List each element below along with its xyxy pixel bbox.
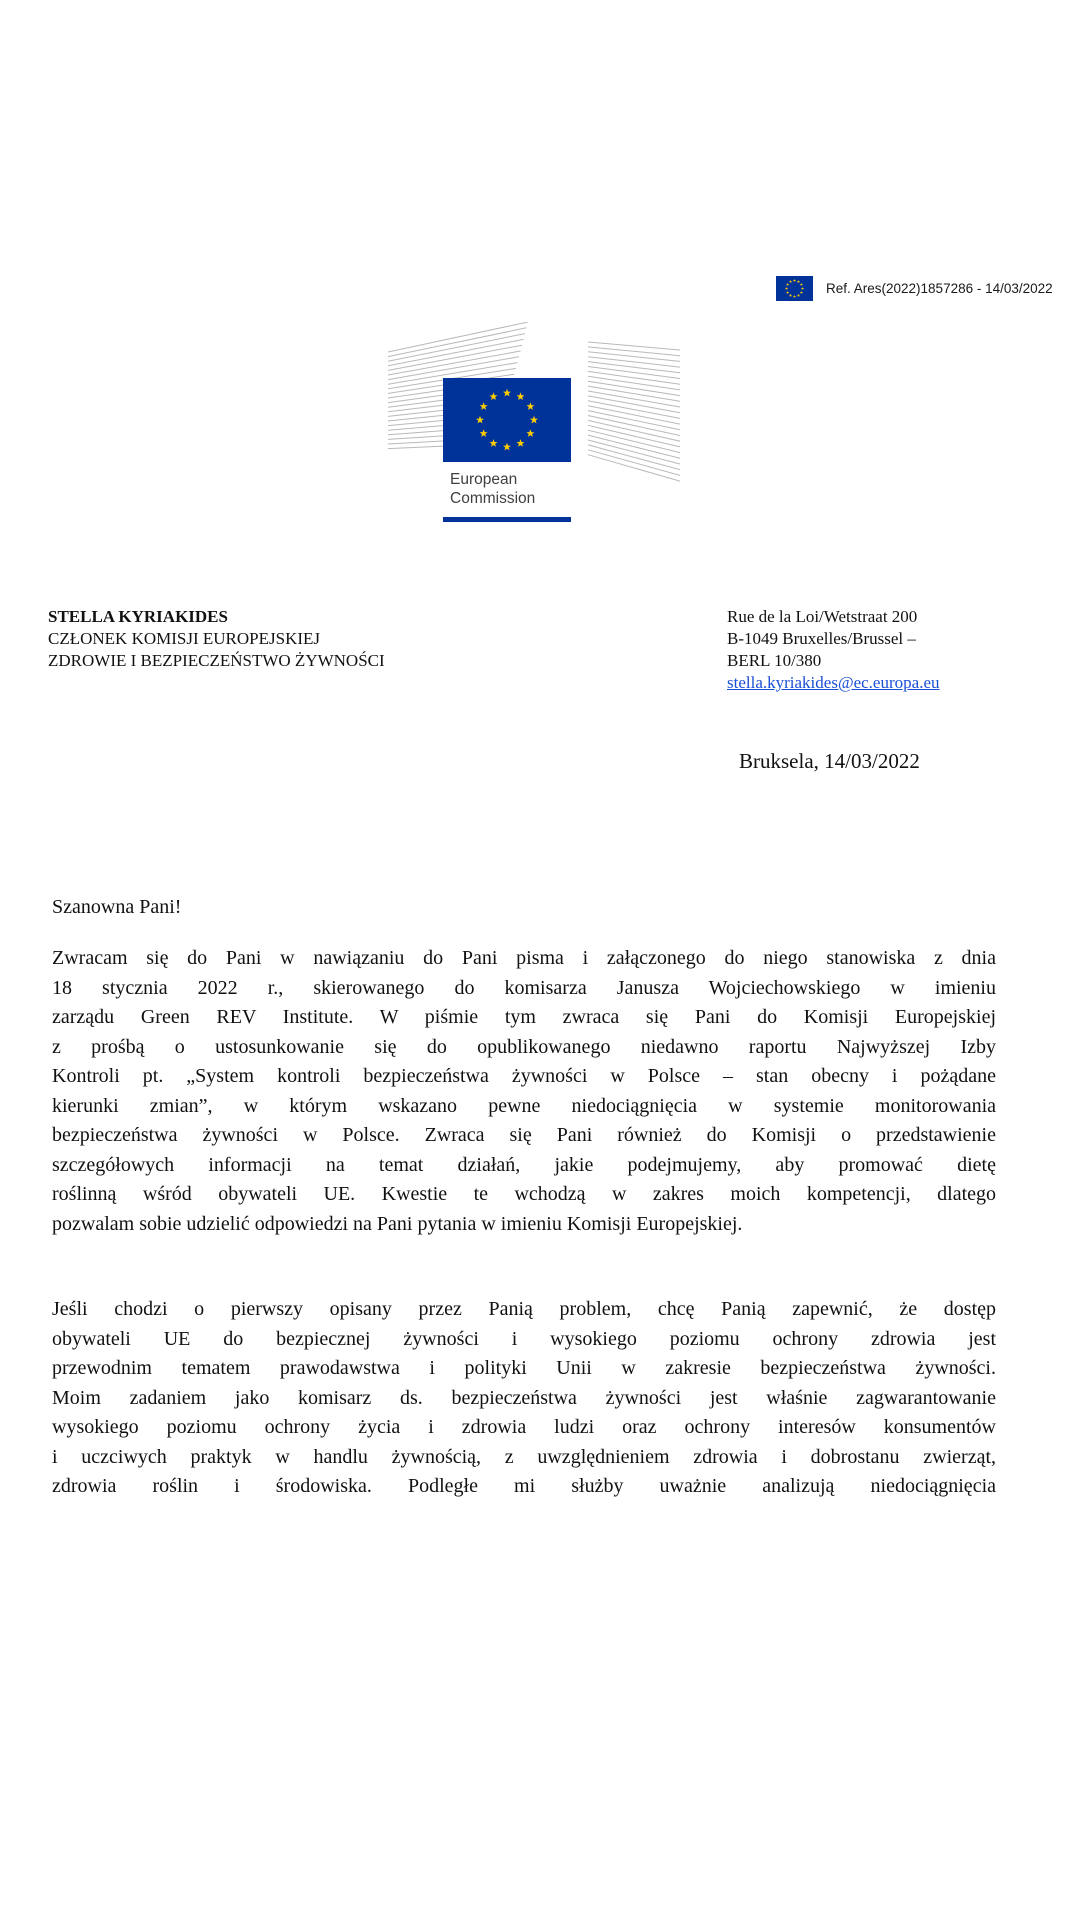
sender-portfolio: ZDROWIE I BEZPIECZEŃSTWO ŻYWNOŚCI [48,651,385,670]
logo-building-line [588,450,680,476]
logo-building-line [388,345,522,370]
logo-building-line [588,406,680,424]
logo-building-line [588,371,680,384]
logo-building-line [588,367,680,379]
logo-building-line [388,351,521,375]
paragraph-line: Kontroli pt. „System kontroli bezpieczeństwa żywności w Polsce – stan obecny i pożądane [52,1065,996,1087]
address-city: B-1049 Bruxelles/Brussel – [727,629,916,648]
paragraph-line: 18 stycznia 2022 r., skierowanego do komisarza Janusza Wojciechowskiego w imieniu [52,976,996,999]
paragraph-line: kierunki zmian”, w którym wskazano pewne niedociągnięcia w systemie monitorowania [52,1094,996,1117]
salutation: Szanowna Pani! [52,896,182,918]
logo-building-line [588,401,680,419]
paragraph-line: Zwracam się do Pani w nawiązaniu do Pani pisma i załączonego do niego stanowiska z dnia [52,947,996,969]
logo-building-line [588,357,680,367]
logo-building-line [588,430,680,452]
logo-caption [450,470,535,508]
paragraph-line: szczegółowych informacji na temat działań, jakie podejmujemy, aby promować dietę [52,1153,996,1176]
address-block [727,606,939,694]
sender-block [48,606,385,672]
paragraph-line: obywateli UE do bezpiecznej żywności i wysokiego poziomu ochrony zdrowia jest [52,1327,996,1350]
ares-reference-stamp [776,276,1053,301]
paragraph-line: zarządu Green REV Institute. W piśmie tym zwraca się Pani do Komisji Europejskiej [52,1006,996,1028]
paragraph-line: Moim zadaniem jako komisarz ds. bezpieczeństwa żywności jest właśnie zagwarantowanie [52,1386,996,1409]
address-office: BERL 10/380 [727,651,822,670]
paragraph-line: bezpieczeństwa żywności w Polsce. Zwraca się Pani również do Komisji o przedstawienie [52,1124,996,1146]
logo-building-line [588,347,680,356]
eu-flag-icon [776,276,813,301]
paragraph-line: wysokiego poziomu ochrony życia i zdrowia ludzi oraz ochrony interesów konsumentów [52,1416,996,1438]
logo-caption-line: Commission [450,490,536,507]
logo-building-line [588,342,680,350]
logo-caption-line: European [450,471,518,488]
paragraph-line: z prośbą o ustosunkowanie się do opublikowanego niedawno raportu Najwyższej Izby [52,1035,996,1058]
sender-title: CZŁONEK KOMISJI EUROPEJSKIEJ [48,629,321,648]
logo-building-line [588,416,680,436]
letter-date: Bruksela, 14/03/2022 [739,749,920,773]
sender-name: STELLA KYRIAKIDES [48,607,228,626]
email-link[interactable]: stella.kyriakides@ec.europa.eu [727,673,940,692]
paragraph-line: pozwalam sobie udzielić odpowiedzi na Pani pytania w imieniu Komisji Europejskiej. [52,1212,743,1235]
logo-building-line [588,411,680,430]
ares-reference-text: Ref. Ares(2022)1857286 - 14/03/2022 [826,281,1053,296]
paragraph-line: i uczciwych praktyk w handlu żywnością, z uwzględnieniem zdrowia i dobrostanu zwierząt, [52,1445,996,1468]
paragraph-2 [52,1295,996,1502]
paragraph-line: zdrowia roślin i środowiska. Podległe mi służby uważnie analizują niedociągnięcia [52,1475,996,1497]
logo-building-line [588,445,680,470]
logo-building-line [588,362,680,373]
paragraph-line: roślinną wśród obywateli UE. Kwestie te wchodzą w zakres moich kompetencji, dlatego [52,1183,996,1205]
paragraph-line: Jeśli chodzi o pierwszy opisany przez Panią problem, chcę Panią zapewnić, że dostęp [52,1298,996,1320]
logo-building-line [588,352,680,362]
paragraph-line: przewodnim tematem prawodawstwa i polityki Unii w zakresie bezpieczeństwa żywności. [52,1357,996,1379]
logo-building-line [588,455,680,481]
address-street: Rue de la Loi/Wetstraat 200 [727,607,918,626]
paragraph-1 [52,944,996,1239]
